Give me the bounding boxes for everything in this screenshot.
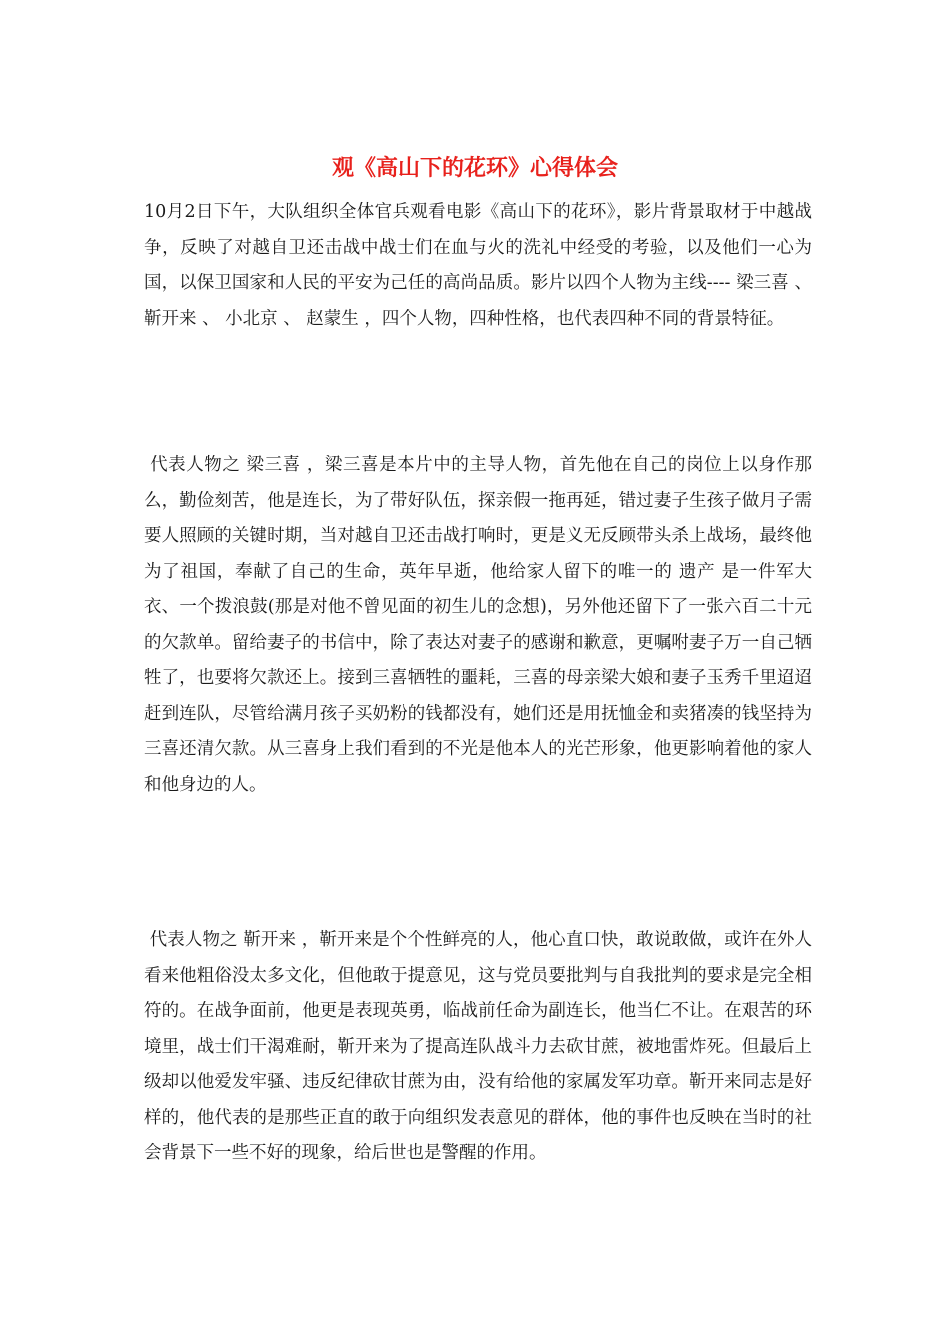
paragraph-intro: 10月2日下午，大队组织全体官兵观看电影《高山下的花环》，影片背景取材于中越战争，反映了对越自卫还击战中战士们在血与火的洗礼中经受的考验，以及他们一心为国，以保卫国家和人民的平安为己任的高尚品质。影片以四个人物为主线---- 梁三喜 、 靳开来 、 小北京 、 赵蒙生 ，四个人物，四种性格，也代表四种不同的背景特征。	[144, 202, 818, 329]
paragraph-liang-sanxi: 代表人物之 梁三喜 ，梁三喜是本片中的主导人物，首先他在自己的岗位上以身作那么，勤俭刻苦，他是连长，为了带好队伍，探亲假一拖再延，错过妻子生孩子做月子需要人照顾的关键时期，当对越自卫还击战打响时，更是义无反顾带头杀上战场，最终他为了祖国，奉献了自己的生命，英年早逝，他给家人留下的唯一的 遗产 是一件军大衣、一个拨浪鼓(那是对他不曾见面的初生儿的念想)，另外他还留下了一张六百二十元的欠款单。留给妻子的书信中，除了表达对妻子的感谢和歉意，更嘱咐妻子万一自己牺牲了，也要将欠款还上。接到三喜牺牲的噩耗，三喜的母亲梁大娘和妻子玉秀千里迢迢赶到连队，尽管给满月孩子买奶粉的钱都没有，她们还是用抚恤金和卖猪凑的钱坚持为三喜还清欠款。从三喜身上我们看到的不光是他本人的光芒形象，他更影响着他的家人和他身边的人。	[144, 455, 812, 795]
paragraph-jin-kailai: 代表人物之 靳开来 ，靳开来是个个性鲜亮的人，他心直口快，敢说敢做，或许在外人看来他粗俗没太多文化，但他敢于提意见，这与党员要批判与自我批判的要求是完全相符的。在战争面前，他更是表现英勇，临战前任命为副连长，他当仁不让。在艰苦的环境里，战士们干渴难耐，靳开来为了提高连队战斗力去砍甘蔗，被地雷炸死。但最后上级却以他爱发牢骚、违反纪律砍甘蔗为由，没有给他的家属发军功章。靳开来同志是好样的，他代表的是那些正直的敢于向组织发表意见的群体，他的事件也反映在当时的社会背景下一些不好的现象，给后世也是警醒的作用。	[144, 930, 812, 1163]
document-title: 观《高山下的花环》心得体会	[331, 155, 618, 181]
